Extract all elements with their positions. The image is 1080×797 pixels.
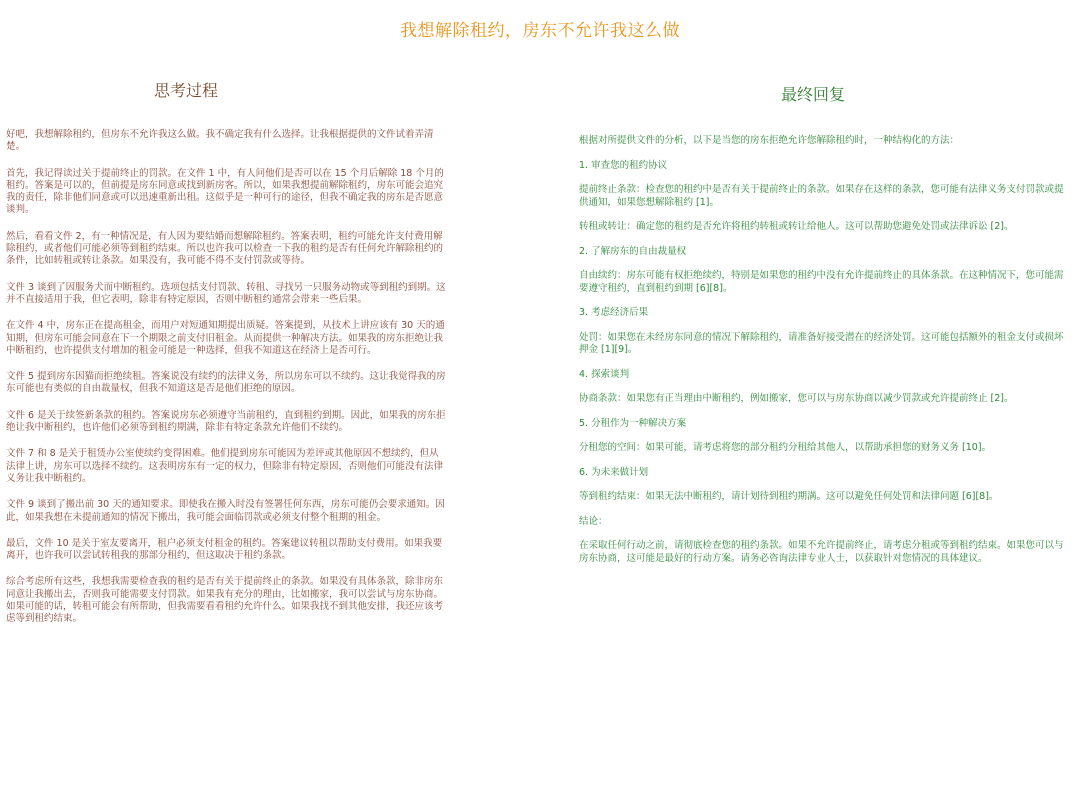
answer-section-heading: 5. 分租作为一种解决方案: [579, 417, 687, 429]
thinking-paragraph: 综合考虑所有这些，我想我需要检查我的租约是否有关于提前终止的条款。如果没有具体条款，除非房东同意让我搬出去，否则我可能需要支付罚款。如果我有充分的理由，比如搬家，我可以尝试与房东协商。如果可能的话，转租可能会有所帮助，但我需要看看租约允许什么。如果我找不到其他安排，我还应该考虑等到租约结束。: [6, 576, 444, 625]
answer-paragraph: 分租您的空间：如果可能，请考虑将您的部分租约分租给其他人，以帮助承担您的财务义务 [10]。: [579, 442, 992, 453]
answer-paragraph: 自由续约：房东可能有权拒绝续约，特别是如果您的租约中没有允许提前终止的具体条款。在这种情况下，您可能需要遵守租约，直到租约到期 [6][8]。: [579, 270, 1064, 294]
thinking-paragraph: 文件 9 谈到了搬出前 30 天的通知要求。即使我在搬入时没有签署任何东西，房东可能仍会要求通知。因此，如果我想在未提前通知的情况下搬出，我可能会面临罚款或必须支付整个租期的租金。: [6, 499, 445, 523]
answer-section-heading: 6. 为未来做计划: [579, 466, 649, 478]
conclusion-paragraph: 在采取任何行动之前，请彻底检查您的租约条款。如果不允许提前终止，请考虑分租或等到租约结束。如果您可以与房东协商，这可能是最好的行动方案。请务必咨询法律专业人士，以获取针对您情况的具体建议。: [579, 540, 1064, 564]
thinking-process-column: [6, 78, 446, 640]
thinking-paragraph: 好吧，我想解除租约，但房东不允许我这么做。我不确定我有什么选择。让我根据提供的文件试着弄清楚。: [6, 129, 434, 153]
answer-paragraph: 处罚：如果您在未经房东同意的情况下解除租约，请准备好接受潜在的经济处罚。这可能包括额外的租金支付或损坏押金 [1][9]。: [579, 331, 1064, 355]
thinking-paragraph: 在文件 4 中，房东正在提高租金，而用户对短通知期提出质疑。答案提到，从技术上讲应该有 30 天的通知期，但房东可能会同意在下一个期限之前支付旧租金。从而提供一种解决方法。如果我的房东拒绝让我中断租约，也许提供支付增加的租金可能是一种选择，但我不知道这在经济上是否可行。: [6, 320, 445, 356]
final-answer-column: [579, 82, 1071, 577]
answer-paragraph: 协商条款：如果您有正当理由中断租约，例如搬家，您可以与房东协商以减少罚款或允许提前终止 [2]。: [579, 393, 1014, 404]
answer-paragraph: 等到租约结束：如果无法中断租约，请计划待到租约期满。这可以避免任何处罚和法律问题 [6][8]。: [579, 491, 999, 502]
thinking-paragraph: 文件 3 谈到了因服务犬而中断租约。选项包括支付罚款、转租、寻找另一只服务动物或等到租约到期。这并不直接适用于我，但它表明，除非有特定原因，否则中断租约通常会带来一些后果。: [6, 281, 446, 305]
thinking-paragraph: 文件 5 提到房东因猫而拒绝续租。答案说没有续约的法律义务，所以房东可以不续约。这让我觉得我的房东可能也有类似的自由裁量权，但我不知道这是否是他们拒绝的原因。: [6, 371, 446, 395]
thinking-paragraph: 首先，我记得读过关于提前终止的罚款。在文件 1 中，有人问他们是否可以在 15 个月后解除 18 个月的租约。答案是可以的，但前提是房东同意或找到新房客。所以，如果我想提前解除租约，房东可能会追究我的责任，除非他们同意或可以迅速重新出租。这似乎是一种可行的途径，但我不确定我的房东是否愿意谈判。: [6, 167, 444, 216]
answer-paragraph: 提前终止条款：检查您的租约中是否有关于提前终止的条款。如果存在这样的条款，您可能有法律义务支付罚款或提供通知，如果您想解除租约 [1]。: [579, 184, 1064, 208]
answer-section-heading: 3. 考虑经济后果: [579, 307, 649, 318]
answer-intro: 根据对所提供文件的分析，以下是当您的房东拒绝允许您解除租约时，一种结构化的方法：: [579, 135, 960, 146]
thinking-paragraph: 然后，看看文件 2，有一种情况是，有人因为要结婚而想解除租约。答案表明，租约可能允许支付费用解除租约，或者他们可能必须等到租约结束。所以也许我可以检查一下我的租约是否有任何允许解除租约的条件，比如转租或转让条款。如果没有，我可能不得不支付罚款或等待。: [6, 230, 444, 267]
thinking-paragraph: 文件 7 和 8 是关于租赁办公室使续约变得困难。他们提到房东可能因为差评或其他原因不想续约，但从法律上讲，房东可以选择不续约。这表明房东有一定的权力，但除非有特定原因，否则他们可能没有法律义务让我中断租约。: [6, 448, 444, 484]
answer-section-heading: 4. 探索谈判: [579, 368, 630, 380]
thinking-paragraph: 文件 6 是关于续签新条款的租约。答案说房东必须遵守当前租约，直到租约到期。因此，如果我的房东拒绝让我中断租约，也许他们必须等到租约期满，除非有特定条款允许他们不续约。: [6, 409, 446, 434]
answer-paragraph: 转租或转让：确定您的租约是否允许将租约转租或转让给他人。这可以帮助您避免处罚或法律诉讼 [2]。: [579, 221, 1014, 232]
conclusion-heading: 结论：: [579, 515, 608, 527]
page-title: 我想解除租约，房东不允许我这么做: [400, 21, 680, 41]
final-answer-heading: 最终回复: [780, 85, 845, 104]
thinking-paragraph: 最后，文件 10 是关于室友要离开，租户必须支付租金的租约。答案建议转租以帮助支付费用。如果我要离开，也许我可以尝试转租我的那部分租约，但这取决于租约条款。: [6, 537, 443, 562]
thinking-process-heading: 思考过程: [153, 81, 218, 100]
answer-section-heading: 2. 了解房东的自由裁量权: [579, 245, 687, 257]
answer-section-heading: 1. 审查您的租约协议: [579, 159, 668, 171]
